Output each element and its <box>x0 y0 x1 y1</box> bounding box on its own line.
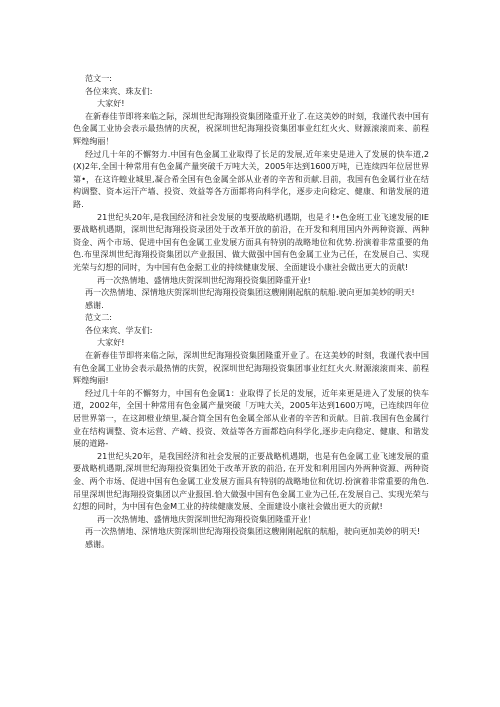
paragraph: 大家好! <box>97 98 125 109</box>
paragraph: 经过几十年的不懈努力，中国有色金属1：业取得了长足的发展，近年来更是进入了发展的快车道，2002年，全国十种常用有色金属产量突破「万吨大关，2005年达到1600万吨，已连续四年位居世界第一，在这卸橙业绩里,凝合简全国有色金属全部从业者的辛苦和贡献。目前.我国有色金属行业在结构调整、资本运营、产崎、投资、效益等各方面都趋向科学化,逐步走向稳定、健康、和谐发展的道路- <box>73 387 429 449</box>
paragraph: 再一次热情地、深情地庆贺深圳世纪海翔投资集团这艘刚刚起航的航船.驶向更加美妙的明天! <box>85 287 415 298</box>
document-body <box>73 72 429 551</box>
paragraph: 感谢。 <box>85 538 110 549</box>
paragraph: 感谢. <box>85 299 104 310</box>
paragraph: 范文二: <box>85 312 113 323</box>
paragraph: 再一次热情地、深情地庆贺深圳世纪海翔投资集团这艘刚刚起航的航船，驶向更加美妙的明天! <box>85 526 421 537</box>
paragraph: 再一次热情地、盛情地庆贺深圳世纪海翔投资集团降重开业! <box>97 274 311 285</box>
paragraph: 再一次热情地、盛情地庆贺深圳世纪海翔投资集团隆重开业！ <box>97 513 316 524</box>
paragraph: 21世纪头20年，是我国经济和社会发展的正要战略机遇期，也是有色金属工业飞速发展的重要战略机遇期,深圳世纪海翔投资集团处于改革开放的前沿, 在开发和利用国内外两种资源、两种资金、两个市场、促进中国有色金属工业发展方面具有特别的战略地位和优切.扮演着非常重要的角色.吊里深圳世纪海翔投资集团以产业报国.恰大做强中国有色金属工业为己任,在发展自己、实现光荣与幻想的同时，为中国有色金M工业的持续健康发展、全面建设小康社会做出更大的贡献! <box>73 450 429 512</box>
paragraph: 在新春佳节即将来临之际，深圳世纪海翔投资集团隆重开业了.在这美妙的时刻，我谨代表中国有色金属工业协会表示最热情的庆祝，祝深圳世纪海翔投资集团事业红红火火、财源滚滚而来、前程辉煌绚丽！ <box>73 110 429 146</box>
paragraph: 各位来宾、珠友们: <box>85 85 153 96</box>
paragraph: 21世纪头20年,是我国经济和社会发展的曳要战略机遇期，也是彳!•色金班工业飞速发展的IE要战略机遇期，深圳世纪海翔投资录团处于改革开放的前沿，在开发和利用国内外两种资源、两种资金、两个市场、促进中国有色金属工业发展方面具有特别的战略地位和优势.扮演着非常重要的角色.布里深圳世纪海翔投资集团以产业报国、做大做强中国有色金属工业为己任，在发展自己、实现光荣与幻想的同时，为中国有色金据工业的持续健康发展、全面建设小康社会做出更大的贡献! <box>73 211 429 272</box>
paragraph: 范文一: <box>85 73 113 83</box>
paragraph: 在新春佳节即将来临之际，深圳世纪海翔投资集团隆重开业了。在这美妙的时刻，我谨代表中国有色金属工业协会表示最热情的庆贺，祝深圳世纪海翔投资集团事业红红火火.财源滚滚而来、前程辉煌绚丽! <box>73 350 429 386</box>
paragraph: 经过几十年的不懈努力.中国有色金属工业取得了长足的发展,近年来史是进入了发展的快车道,2(X)2年,全国十种常用有色金属产量突破千万吨大关，2005年达到1600万吨，已连续四年位居世界第•，在这许蝗业城里,凝合希全国有色金属全部从业者的辛苦和贡献.目前，我国有色金属行业在结构调整、资本运汗产墙、投资、效益等各方面都将向科学化，逐步走向稔定、健康、和谐发展的道路. <box>73 148 429 209</box>
paragraph: 各位来宾、学友们: <box>85 324 153 335</box>
paragraph: 大家好! <box>97 337 125 348</box>
